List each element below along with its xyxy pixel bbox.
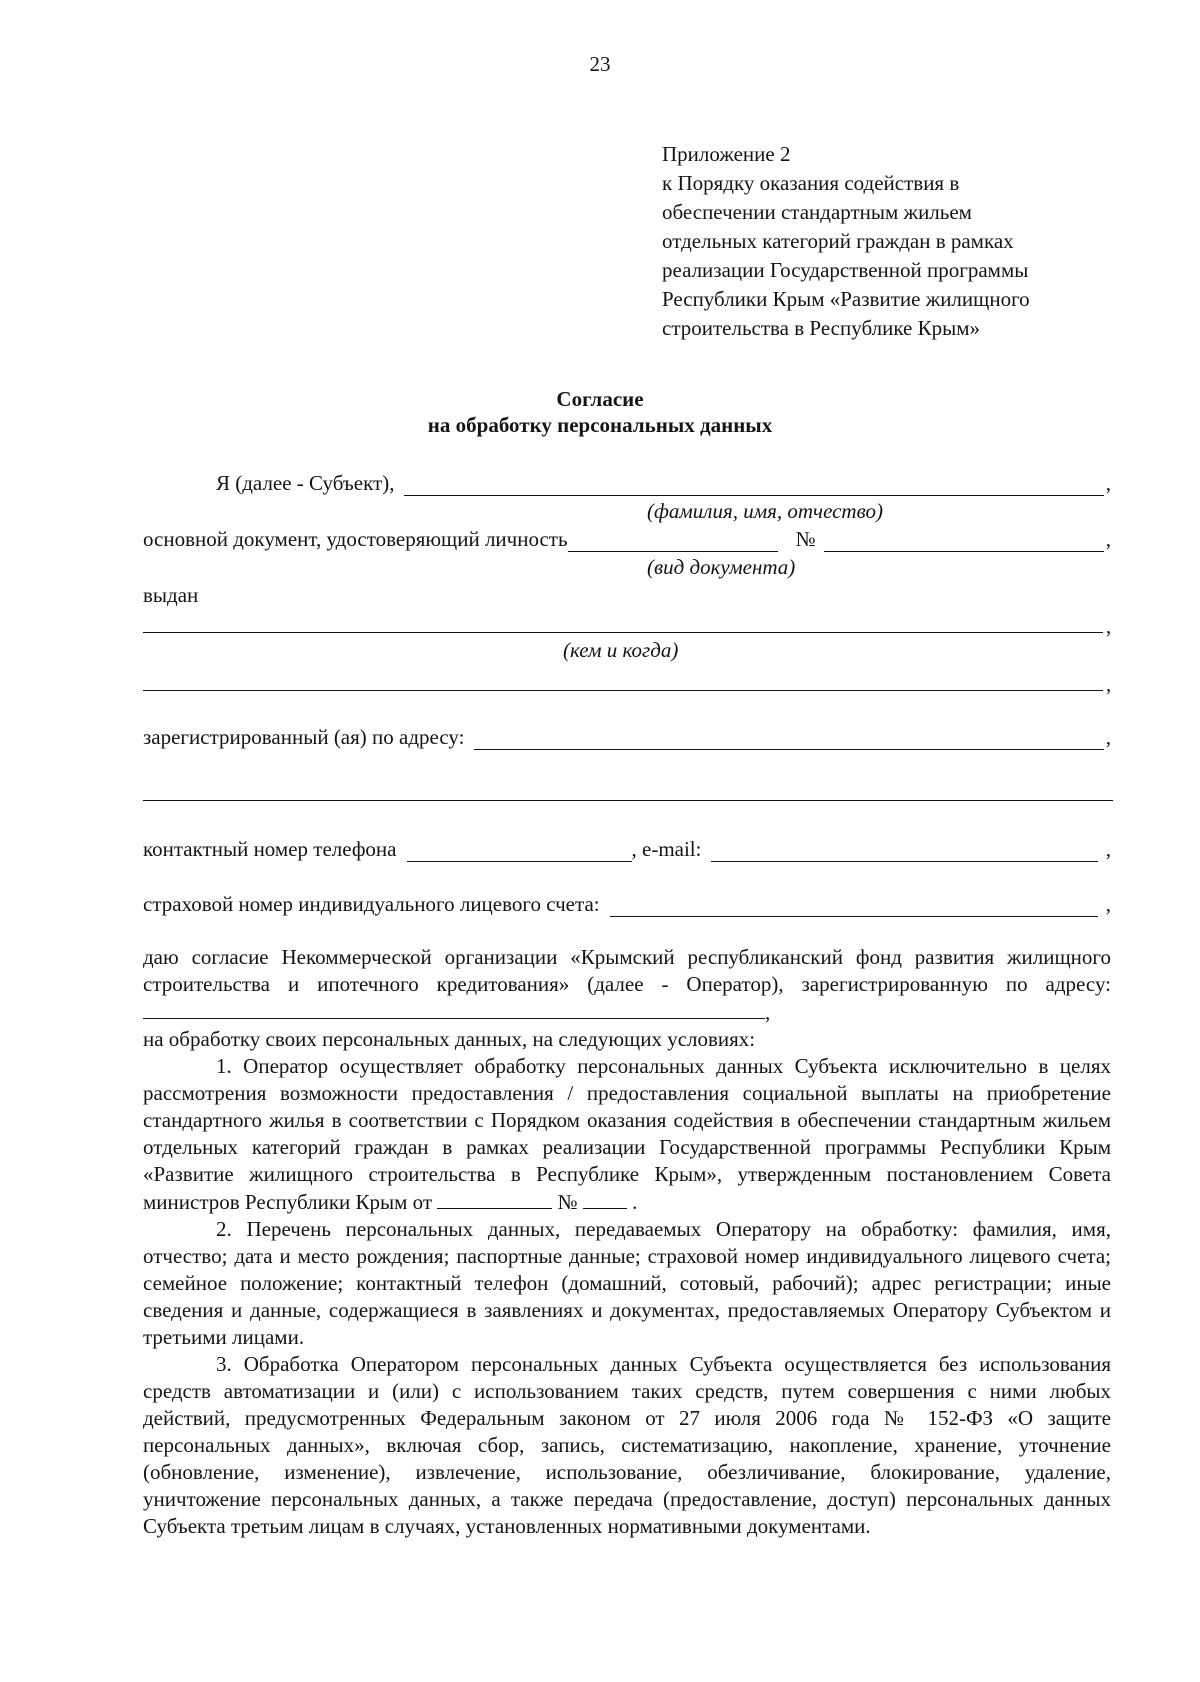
- snils-label: страховой номер индивидуального лицевого счета:: [143, 892, 600, 916]
- document-hint: (вид документа): [647, 555, 796, 579]
- resolution-date-field[interactable]: [437, 1188, 552, 1209]
- consent-item-3: 3. Обработка Оператором персональных данных Субъекта осуществляется без использования средств автоматизации и (или) с использованием таких средств, путем совершения с ними любых действий, предусмотренных Федеральным законом от 27 июля 2006 года № 152-ФЗ «О защите персональных данных», включая сбор, запись, систематизацию, накопление, хранение, уточнение (обновление, изменение), извлечение, использование, обезличивание, блокирование, удаление, уничтожение персональных данных, а также передача (предоставление, доступ) персональных данных Субъекта третьим лицам в случаях, установленных нормативными документами.: [143, 1352, 1111, 1538]
- document-subtitle: на обработку персональных данных: [427, 413, 773, 437]
- snils-row: [143, 891, 1111, 917]
- number-sign: №: [795, 527, 816, 551]
- consent-body: [143, 944, 1111, 1540]
- document-row: [143, 526, 1111, 552]
- item-1-end: .: [632, 1190, 638, 1214]
- appendix-line: Республики Крым «Развитие жилищного: [662, 287, 1030, 311]
- document-number-field[interactable]: [824, 529, 1104, 552]
- appendix-line: обеспечении стандартным жильем: [662, 200, 972, 224]
- consent-intro-text: даю согласие Некоммерческой организации «Крымский республиканский фонд развития жилищного строительства и ипотечного кредитования» (далее - Оператор), зарегистрированную по адресу:: [143, 945, 1111, 996]
- document-title: Согласие: [556, 387, 644, 411]
- consent-intro-continued: на обработку своих персональных данных, на следующих условиях:: [143, 1027, 756, 1051]
- address-field-2[interactable]: [143, 800, 1113, 801]
- appendix-line: реализации Государственной программы: [662, 258, 1029, 282]
- appendix-line: отдельных категорий граждан в рамках: [662, 229, 1014, 253]
- appendix-line: строительства в Республике Крым»: [662, 316, 980, 340]
- comma: ,: [1105, 837, 1111, 861]
- comma: ,: [1105, 471, 1111, 495]
- issued-label: выдан: [143, 583, 199, 607]
- comma: ,: [1105, 725, 1111, 749]
- address-field-1[interactable]: [474, 727, 1103, 750]
- comma: ,: [1106, 614, 1112, 638]
- email-field[interactable]: [711, 839, 1097, 862]
- email-label: , e-mail:: [631, 837, 702, 861]
- issued-field-1[interactable]: [143, 632, 1103, 633]
- comma: ,: [1106, 672, 1112, 696]
- subject-row: [143, 470, 1111, 496]
- address-label: зарегистрированный (ая) по адресу:: [143, 725, 465, 749]
- appendix-line: Приложение 2: [662, 142, 791, 166]
- document-label: основной документ, удостоверяющий личность: [143, 527, 568, 551]
- appendix-header: [662, 140, 1102, 343]
- contact-row: [143, 836, 1111, 862]
- comma: ,: [1105, 892, 1111, 916]
- document-type-field[interactable]: [568, 529, 778, 552]
- phone-field[interactable]: [407, 839, 632, 862]
- page-number: 23: [589, 52, 611, 76]
- issued-hint: (кем и когда): [563, 638, 679, 662]
- phone-label: контактный номер телефона: [143, 837, 397, 861]
- resolution-number-field[interactable]: [583, 1188, 627, 1209]
- operator-address-field[interactable]: [143, 998, 765, 1019]
- comma: ,: [1105, 527, 1111, 551]
- number-sign: №: [557, 1190, 578, 1214]
- consent-item-2: 2. Перечень персональных данных, передаваемых Оператору на обработку: фамилия, имя, отчество; дата и место рождения; паспортные данные; страховой номер индивидуального лицевого счета; семейное положение; контактный телефон (домашний, сотовый, рабочий); адрес регистрации; иные сведения и данные, содержащиеся в заявлениях и документах, предоставляемых Оператору Субъектом и третьими лицами.: [143, 1217, 1111, 1349]
- issued-field-2[interactable]: [143, 690, 1103, 691]
- subject-label: Я (далее - Субъект),: [216, 471, 395, 495]
- comma: ,: [765, 1000, 771, 1024]
- snils-field[interactable]: [610, 894, 1098, 917]
- address-row: [143, 724, 1111, 750]
- subject-name-field[interactable]: [404, 473, 1103, 496]
- subject-hint: (фамилия, имя, отчество): [647, 499, 883, 523]
- appendix-line: к Порядку оказания содействия в: [662, 171, 960, 195]
- consent-intro: [143, 944, 1111, 1026]
- issued-label-row: [143, 582, 1111, 608]
- consent-item-1-text: 1. Оператор осуществляет обработку персональных данных Субъекта исключительно в целях рассмотрения возможности предоставления / предоставления социальной выплаты на приобретение стандартного жилья в соответствии с Порядком оказания содействия в обеспечении стандартным жильем отдельных категорий граждан в рамках реализации Государственной программы Республики Крым «Развитие жилищного строительства в Республике Крым», утвержденным постановлением Совета министров Республики Крым от: [143, 1054, 1111, 1214]
- consent-item-1: [143, 1053, 1111, 1216]
